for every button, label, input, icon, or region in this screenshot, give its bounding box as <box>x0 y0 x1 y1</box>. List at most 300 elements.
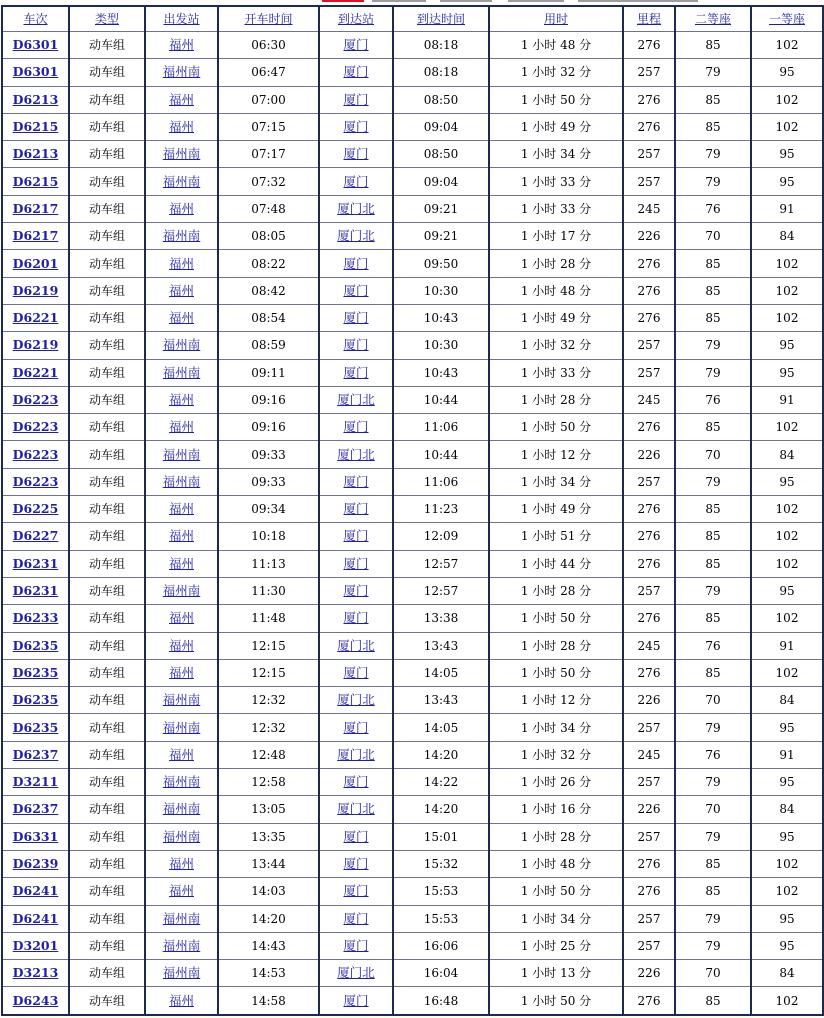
arrive-station-link[interactable]: 厦门 <box>343 774 369 790</box>
cell-from <box>145 195 218 222</box>
table-row <box>2 823 823 850</box>
cell-from <box>145 878 218 905</box>
cell-first: 102 <box>751 277 823 304</box>
top-decoration-bar <box>0 0 824 4</box>
cell-type: 动车组 <box>69 59 145 86</box>
cell-first: 95 <box>751 141 823 168</box>
depart-station-link[interactable]: 福州 <box>168 91 194 107</box>
cell-second: 85 <box>675 550 751 577</box>
arrive-station-link[interactable]: 厦门 <box>343 91 369 107</box>
cell-to <box>319 496 393 523</box>
cell-arr: 15:53 <box>393 878 489 905</box>
cell-first: 95 <box>751 59 823 86</box>
train-number-link[interactable]: D3211 <box>12 774 59 790</box>
cell-arr: 09:50 <box>393 250 489 277</box>
cell-train <box>2 987 69 1015</box>
cell-arr: 14:05 <box>393 659 489 686</box>
train-number-link[interactable]: D6223 <box>12 473 59 489</box>
table-row <box>2 250 823 277</box>
arrive-station-link[interactable]: 厦门 <box>343 173 369 189</box>
depart-station-link[interactable]: 福州 <box>168 310 194 326</box>
train-number-link[interactable]: D6223 <box>12 446 59 462</box>
arrive-station-link[interactable]: 厦门北 <box>337 965 375 981</box>
cell-from <box>145 277 218 304</box>
cell-km: 257 <box>623 905 675 932</box>
depart-station-link[interactable]: 福州南 <box>162 719 201 735</box>
cell-arr: 08:50 <box>393 86 489 113</box>
cell-from <box>145 59 218 86</box>
cell-dur: 1 小时 32 分 <box>489 332 623 359</box>
table-row <box>2 386 823 413</box>
cell-to <box>319 850 393 877</box>
cell-dep: 09:33 <box>218 468 319 495</box>
cell-from <box>145 414 218 441</box>
cell-to <box>319 250 393 277</box>
cell-second: 79 <box>675 577 751 604</box>
table-row <box>2 577 823 604</box>
cell-train <box>2 523 69 550</box>
arrive-station-link[interactable]: 厦门北 <box>337 200 375 216</box>
cell-dur: 1 小时 44 分 <box>489 550 623 577</box>
cell-arr: 08:18 <box>393 59 489 86</box>
train-number-link[interactable]: D6239 <box>12 856 59 872</box>
cell-first: 95 <box>751 577 823 604</box>
cell-type: 动车组 <box>69 905 145 932</box>
depart-station-link[interactable]: 福州 <box>168 392 194 407</box>
arrive-station-link[interactable]: 厦门北 <box>337 801 375 817</box>
cell-from <box>145 32 218 59</box>
train-number-link[interactable]: D6215 <box>12 119 59 135</box>
arrive-station-link[interactable]: 厦门北 <box>337 637 375 653</box>
train-number-link[interactable]: D6213 <box>12 146 59 162</box>
depart-station-link[interactable]: 福州 <box>168 282 194 298</box>
arrive-station-link[interactable]: 厦门 <box>343 146 369 162</box>
cell-first: 102 <box>751 850 823 877</box>
cell-arr: 16:06 <box>393 932 489 959</box>
cell-km: 257 <box>623 577 675 604</box>
cell-to <box>319 823 393 850</box>
table-row <box>2 441 823 468</box>
table-row <box>2 141 823 168</box>
cell-dep: 09:11 <box>218 359 319 386</box>
depart-station-link[interactable]: 福州 <box>168 200 194 216</box>
arrive-station-link[interactable]: 厦门北 <box>337 746 375 762</box>
cell-to <box>319 960 393 987</box>
cell-type: 动车组 <box>69 32 145 59</box>
cell-dur: 1 小时 49 分 <box>489 113 623 140</box>
depart-station-link[interactable]: 福州南 <box>162 364 201 380</box>
cell-to <box>319 550 393 577</box>
cell-km: 276 <box>623 987 675 1015</box>
train-number-link[interactable]: D3213 <box>12 965 59 981</box>
train-number-link[interactable]: D6231 <box>12 583 59 599</box>
cell-from <box>145 769 218 796</box>
train-number-link[interactable]: D6213 <box>12 91 59 107</box>
arrive-station-link[interactable]: 厦门 <box>343 664 369 680</box>
train-number-link[interactable]: D6223 <box>12 392 59 407</box>
header-type[interactable]: 类型 <box>69 6 145 32</box>
cell-first: 102 <box>751 659 823 686</box>
train-number-link[interactable]: D6221 <box>12 310 59 326</box>
cell-from <box>145 823 218 850</box>
cell-type: 动车组 <box>69 850 145 877</box>
arrive-station-link[interactable]: 厦门 <box>343 419 369 435</box>
cell-to <box>319 714 393 741</box>
cell-dep: 13:35 <box>218 823 319 850</box>
cell-from <box>145 632 218 659</box>
train-number-link[interactable]: D6235 <box>12 719 59 735</box>
table-row <box>2 277 823 304</box>
cell-train <box>2 277 69 304</box>
cell-dur: 1 小时 49 分 <box>489 496 623 523</box>
header-depart-time[interactable]: 开车时间 <box>218 6 319 32</box>
arrive-station-link[interactable]: 厦门 <box>343 910 369 926</box>
depart-station-link[interactable]: 福州 <box>168 37 194 53</box>
cell-first: 95 <box>751 468 823 495</box>
arrive-station-link[interactable]: 厦门 <box>343 310 369 326</box>
cell-dur: 1 小时 13 分 <box>489 960 623 987</box>
cell-from <box>145 468 218 495</box>
cell-first: 95 <box>751 769 823 796</box>
cell-second: 79 <box>675 905 751 932</box>
train-number-link[interactable]: D6241 <box>12 883 59 899</box>
cell-train <box>2 195 69 222</box>
cell-km: 257 <box>623 332 675 359</box>
arrive-station-link[interactable]: 厦门 <box>343 337 369 353</box>
cell-to <box>319 632 393 659</box>
depart-station-link[interactable]: 福州 <box>168 992 194 1008</box>
cell-second: 85 <box>675 86 751 113</box>
arrive-station-link[interactable]: 厦门 <box>343 37 369 53</box>
cell-dur: 1 小时 48 分 <box>489 32 623 59</box>
cell-second: 70 <box>675 223 751 250</box>
cell-km: 257 <box>623 359 675 386</box>
arrive-station-link[interactable]: 厦门北 <box>337 228 375 244</box>
cell-dur: 1 小时 28 分 <box>489 577 623 604</box>
train-number-link[interactable]: D6201 <box>12 255 59 271</box>
cell-dep: 14:03 <box>218 878 319 905</box>
arrive-station-link[interactable]: 厦门 <box>343 856 369 872</box>
cell-type: 动车组 <box>69 659 145 686</box>
arrive-station-link[interactable]: 厦门 <box>343 255 369 271</box>
depart-station-link[interactable]: 福州 <box>168 746 194 762</box>
cell-first: 84 <box>751 687 823 714</box>
cell-first: 102 <box>751 250 823 277</box>
cell-arr: 13:38 <box>393 605 489 632</box>
arrive-station-link[interactable]: 厦门北 <box>337 392 375 407</box>
cell-second: 70 <box>675 960 751 987</box>
cell-km: 276 <box>623 86 675 113</box>
cell-to <box>319 359 393 386</box>
depart-station-link[interactable]: 福州南 <box>162 446 201 462</box>
cell-to <box>319 113 393 140</box>
depart-station-link[interactable]: 福州南 <box>162 228 201 244</box>
cell-dur: 1 小时 50 分 <box>489 659 623 686</box>
train-number-link[interactable]: D6235 <box>12 637 59 653</box>
train-number-link[interactable]: D6243 <box>12 992 59 1008</box>
header-arrive-time[interactable]: 到达时间 <box>393 6 489 32</box>
header-second-class[interactable]: 二等座 <box>675 6 751 32</box>
cell-type: 动车组 <box>69 714 145 741</box>
cell-to <box>319 223 393 250</box>
cell-to <box>319 332 393 359</box>
cell-dep: 11:30 <box>218 577 319 604</box>
train-number-link[interactable]: D6215 <box>12 173 59 189</box>
arrive-station-link[interactable]: 厦门 <box>343 473 369 489</box>
cell-to <box>319 141 393 168</box>
header-duration[interactable]: 用时 <box>489 6 623 32</box>
cell-type: 动车组 <box>69 168 145 195</box>
depart-station-link[interactable]: 福州 <box>168 637 194 653</box>
cell-first: 91 <box>751 632 823 659</box>
cell-dep: 09:16 <box>218 414 319 441</box>
cell-first: 102 <box>751 550 823 577</box>
depart-station-link[interactable]: 福州南 <box>162 583 201 599</box>
depart-station-link[interactable]: 福州南 <box>162 146 201 162</box>
depart-station-link[interactable]: 福州南 <box>162 774 201 790</box>
cell-arr: 11:06 <box>393 468 489 495</box>
cell-from <box>145 304 218 331</box>
depart-station-link[interactable]: 福州南 <box>162 937 201 953</box>
cell-to <box>319 932 393 959</box>
train-number-link[interactable]: D6217 <box>12 200 59 216</box>
train-number-link[interactable]: D3201 <box>12 937 59 953</box>
cell-train <box>2 414 69 441</box>
cell-to <box>319 304 393 331</box>
arrive-station-link[interactable]: 厦门 <box>343 937 369 953</box>
cell-first: 102 <box>751 496 823 523</box>
cell-first: 84 <box>751 960 823 987</box>
train-number-link[interactable]: D6221 <box>12 364 59 380</box>
cell-dur: 1 小时 50 分 <box>489 878 623 905</box>
cell-type: 动车组 <box>69 86 145 113</box>
schedule-body <box>2 32 823 1015</box>
cell-dep: 08:05 <box>218 223 319 250</box>
cell-to <box>319 605 393 632</box>
arrive-station-link[interactable]: 厦门 <box>343 119 369 135</box>
depart-station-link[interactable]: 福州 <box>168 501 194 517</box>
train-number-link[interactable]: D6237 <box>12 801 59 817</box>
cell-to <box>319 414 393 441</box>
header-depart-station[interactable]: 出发站 <box>145 6 218 32</box>
arrive-station-link[interactable]: 厦门 <box>343 364 369 380</box>
cell-type: 动车组 <box>69 359 145 386</box>
header-train[interactable]: 车次 <box>2 6 69 32</box>
arrive-station-link[interactable]: 厦门 <box>343 555 369 571</box>
cell-train <box>2 386 69 413</box>
cell-km: 245 <box>623 386 675 413</box>
cell-train <box>2 659 69 686</box>
arrive-station-link[interactable]: 厦门 <box>343 610 369 626</box>
depart-station-link[interactable]: 福州南 <box>162 801 201 817</box>
arrive-station-link[interactable]: 厦门 <box>343 719 369 735</box>
cell-first: 102 <box>751 304 823 331</box>
depart-station-link[interactable]: 福州 <box>168 664 194 680</box>
cell-dur: 1 小时 51 分 <box>489 523 623 550</box>
cell-arr: 10:44 <box>393 386 489 413</box>
cell-km: 226 <box>623 687 675 714</box>
cell-km: 226 <box>623 960 675 987</box>
cell-dur: 1 小时 26 分 <box>489 769 623 796</box>
cell-first: 95 <box>751 905 823 932</box>
depart-station-link[interactable]: 福州 <box>168 610 194 626</box>
depart-station-link[interactable]: 福州南 <box>162 965 201 981</box>
cell-dep: 09:33 <box>218 441 319 468</box>
train-number-link[interactable]: D6231 <box>12 555 59 571</box>
depart-station-link[interactable]: 福州 <box>168 555 194 571</box>
cell-km: 257 <box>623 168 675 195</box>
cell-from <box>145 141 218 168</box>
cell-dep: 08:59 <box>218 332 319 359</box>
arrive-station-link[interactable]: 厦门 <box>343 883 369 899</box>
arrive-station-link[interactable]: 厦门北 <box>337 446 375 462</box>
cell-type: 动车组 <box>69 250 145 277</box>
cell-second: 85 <box>675 414 751 441</box>
cell-arr: 10:30 <box>393 332 489 359</box>
cell-second: 85 <box>675 277 751 304</box>
train-number-link[interactable]: D6223 <box>12 419 59 435</box>
cell-dur: 1 小时 32 分 <box>489 741 623 768</box>
cell-arr: 14:20 <box>393 796 489 823</box>
cell-train <box>2 687 69 714</box>
cell-arr: 12:57 <box>393 550 489 577</box>
cell-to <box>319 878 393 905</box>
depart-station-link[interactable]: 福州南 <box>162 910 201 926</box>
train-number-link[interactable]: D6217 <box>12 228 59 244</box>
table-row <box>2 168 823 195</box>
header-distance[interactable]: 里程 <box>623 6 675 32</box>
depart-station-link[interactable]: 福州 <box>168 119 194 135</box>
depart-station-link[interactable]: 福州南 <box>162 692 201 708</box>
cell-second: 85 <box>675 113 751 140</box>
header-arrive-station[interactable]: 到达站 <box>319 6 393 32</box>
header-first-class[interactable]: 一等座 <box>751 6 823 32</box>
cell-dur: 1 小时 33 分 <box>489 195 623 222</box>
cell-to <box>319 741 393 768</box>
cell-dur: 1 小时 12 分 <box>489 441 623 468</box>
depart-station-link[interactable]: 福州 <box>168 856 194 872</box>
cell-type: 动车组 <box>69 386 145 413</box>
cell-from <box>145 741 218 768</box>
train-number-link[interactable]: D6219 <box>12 282 59 298</box>
cell-from <box>145 550 218 577</box>
arrive-station-link[interactable]: 厦门 <box>343 501 369 517</box>
table-row <box>2 741 823 768</box>
table-row <box>2 714 823 741</box>
cell-dur: 1 小时 33 分 <box>489 359 623 386</box>
cell-train <box>2 605 69 632</box>
depart-station-link[interactable]: 福州南 <box>162 337 201 353</box>
cell-type: 动车组 <box>69 577 145 604</box>
cell-to <box>319 577 393 604</box>
arrive-station-link[interactable]: 厦门 <box>343 583 369 599</box>
cell-dep: 12:15 <box>218 632 319 659</box>
cell-to <box>319 687 393 714</box>
cell-arr: 09:04 <box>393 113 489 140</box>
cell-second: 85 <box>675 878 751 905</box>
cell-from <box>145 332 218 359</box>
cell-first: 91 <box>751 741 823 768</box>
cell-first: 102 <box>751 113 823 140</box>
depart-station-link[interactable]: 福州南 <box>162 828 201 844</box>
cell-dur: 1 小时 17 分 <box>489 223 623 250</box>
cell-arr: 16:04 <box>393 960 489 987</box>
depart-station-link[interactable]: 福州 <box>168 883 194 899</box>
cell-train <box>2 632 69 659</box>
train-number-link[interactable]: D6301 <box>12 37 59 53</box>
cell-second: 70 <box>675 796 751 823</box>
table-row <box>2 796 823 823</box>
cell-km: 276 <box>623 605 675 632</box>
arrive-station-link[interactable]: 厦门 <box>343 528 369 544</box>
cell-dep: 07:00 <box>218 86 319 113</box>
table-row <box>2 687 823 714</box>
train-number-link[interactable]: D6227 <box>12 528 59 544</box>
train-number-link[interactable]: D6233 <box>12 610 59 626</box>
cell-km: 276 <box>623 850 675 877</box>
cell-first: 95 <box>751 332 823 359</box>
cell-first: 102 <box>751 605 823 632</box>
train-number-link[interactable]: D6235 <box>12 664 59 680</box>
cell-type: 动车组 <box>69 823 145 850</box>
depart-station-link[interactable]: 福州南 <box>162 473 201 489</box>
arrive-station-link[interactable]: 厦门 <box>343 992 369 1008</box>
cell-second: 79 <box>675 769 751 796</box>
cell-dep: 14:20 <box>218 905 319 932</box>
cell-dep: 11:48 <box>218 605 319 632</box>
cell-dep: 07:32 <box>218 168 319 195</box>
train-number-link[interactable]: D6235 <box>12 692 59 708</box>
cell-from <box>145 223 218 250</box>
table-row <box>2 960 823 987</box>
depart-station-link[interactable]: 福州 <box>168 255 194 271</box>
cell-first: 95 <box>751 932 823 959</box>
train-number-link[interactable]: D6241 <box>12 910 59 926</box>
cell-train <box>2 714 69 741</box>
cell-type: 动车组 <box>69 960 145 987</box>
depart-station-link[interactable]: 福州南 <box>162 64 201 80</box>
cell-train <box>2 960 69 987</box>
arrive-station-link[interactable]: 厦门北 <box>337 692 375 708</box>
cell-type: 动车组 <box>69 141 145 168</box>
train-number-link[interactable]: D6301 <box>12 64 59 80</box>
cell-second: 85 <box>675 32 751 59</box>
depart-station-link[interactable]: 福州 <box>168 528 194 544</box>
train-number-link[interactable]: D6237 <box>12 746 59 762</box>
cell-second: 76 <box>675 632 751 659</box>
cell-first: 91 <box>751 386 823 413</box>
arrive-station-link[interactable]: 厦门 <box>343 282 369 298</box>
cell-type: 动车组 <box>69 769 145 796</box>
cell-km: 276 <box>623 277 675 304</box>
cell-first: 102 <box>751 32 823 59</box>
arrive-station-link[interactable]: 厦门 <box>343 828 369 844</box>
cell-from <box>145 359 218 386</box>
depart-station-link[interactable]: 福州 <box>168 419 194 435</box>
cell-from <box>145 577 218 604</box>
cell-arr: 14:22 <box>393 769 489 796</box>
depart-station-link[interactable]: 福州南 <box>162 173 201 189</box>
train-number-link[interactable]: D6331 <box>12 828 59 844</box>
train-number-link[interactable]: D6225 <box>12 501 59 517</box>
train-number-link[interactable]: D6219 <box>12 337 59 353</box>
cell-dur: 1 小时 28 分 <box>489 823 623 850</box>
arrive-station-link[interactable]: 厦门 <box>343 64 369 80</box>
cell-km: 276 <box>623 304 675 331</box>
cell-first: 84 <box>751 796 823 823</box>
cell-first: 102 <box>751 523 823 550</box>
cell-dep: 07:17 <box>218 141 319 168</box>
